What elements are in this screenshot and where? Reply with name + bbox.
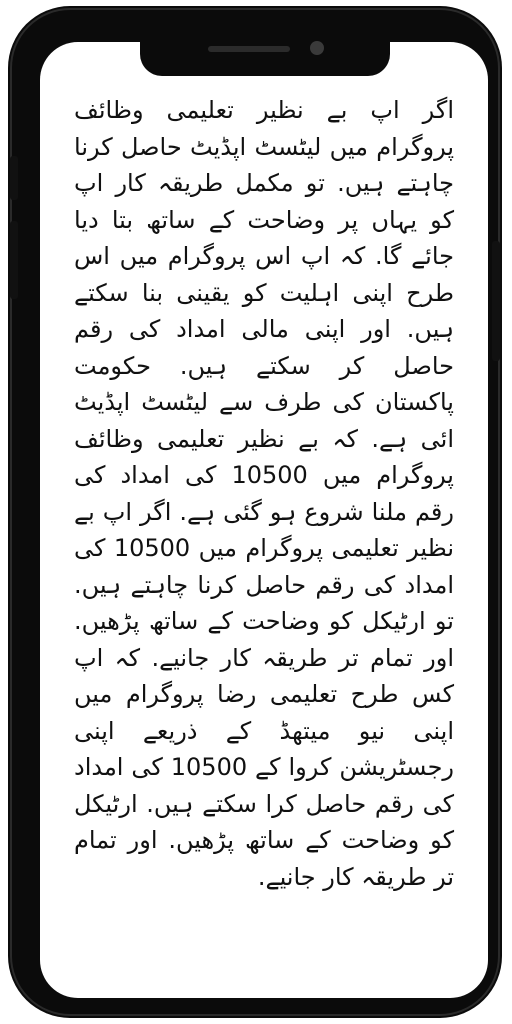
power-button — [492, 241, 500, 361]
volume-button — [10, 221, 18, 299]
phone-screen — [40, 42, 488, 998]
phone-frame — [8, 6, 502, 1018]
speaker-grille — [208, 46, 290, 52]
mute-switch — [10, 156, 18, 200]
article-text: اگر اپ بے نظیر تعلیمی وظائف پروگرام میں لیٹسٹ اپڈیٹ حاصل کرنا چاہتے ہیں. تو مکمل طریقہ کار اپ کو یہاں پر وضاحت کے ساتھ بتا دیا جائے گا. کہ اپ اس پروگرام میں اس طرح اپنی اہلیت کو یقینی بنا سکتے ہیں. اور اپنی مالی امداد کی رقم حاصل کر سکتے ہیں. حکومت پاکستان کی طرف سے لیٹسٹ اپڈیٹ ائی ہے. کہ بے نظیر تعلیمی وظائف پروگرام میں 10500 کی امداد کی رقم ملنا شروع ہو گئی ہے. اگر اپ بے نظیر تعلیمی پروگرام میں 10500 کی امداد کی رقم حاصل کرنا چاہتے ہیں. تو ارٹیکل کو وضاحت کے ساتھ پڑھیں. اور تمام تر طریقہ کار جانیے. کہ اپ کس طرح تعلیمی رضا پروگرام میں اپنی نیو میتھڈ کے ذریعے اپنی رجسٹریشن کروا کے 10500 کی امداد کی رقم حاصل کرا سکتے ہیں. ارٹیکل کو وضاحت کے ساتھ پڑھیں. اور تمام تر طریقہ کار جانیے. — [74, 96, 455, 891]
front-camera-icon — [310, 41, 324, 55]
